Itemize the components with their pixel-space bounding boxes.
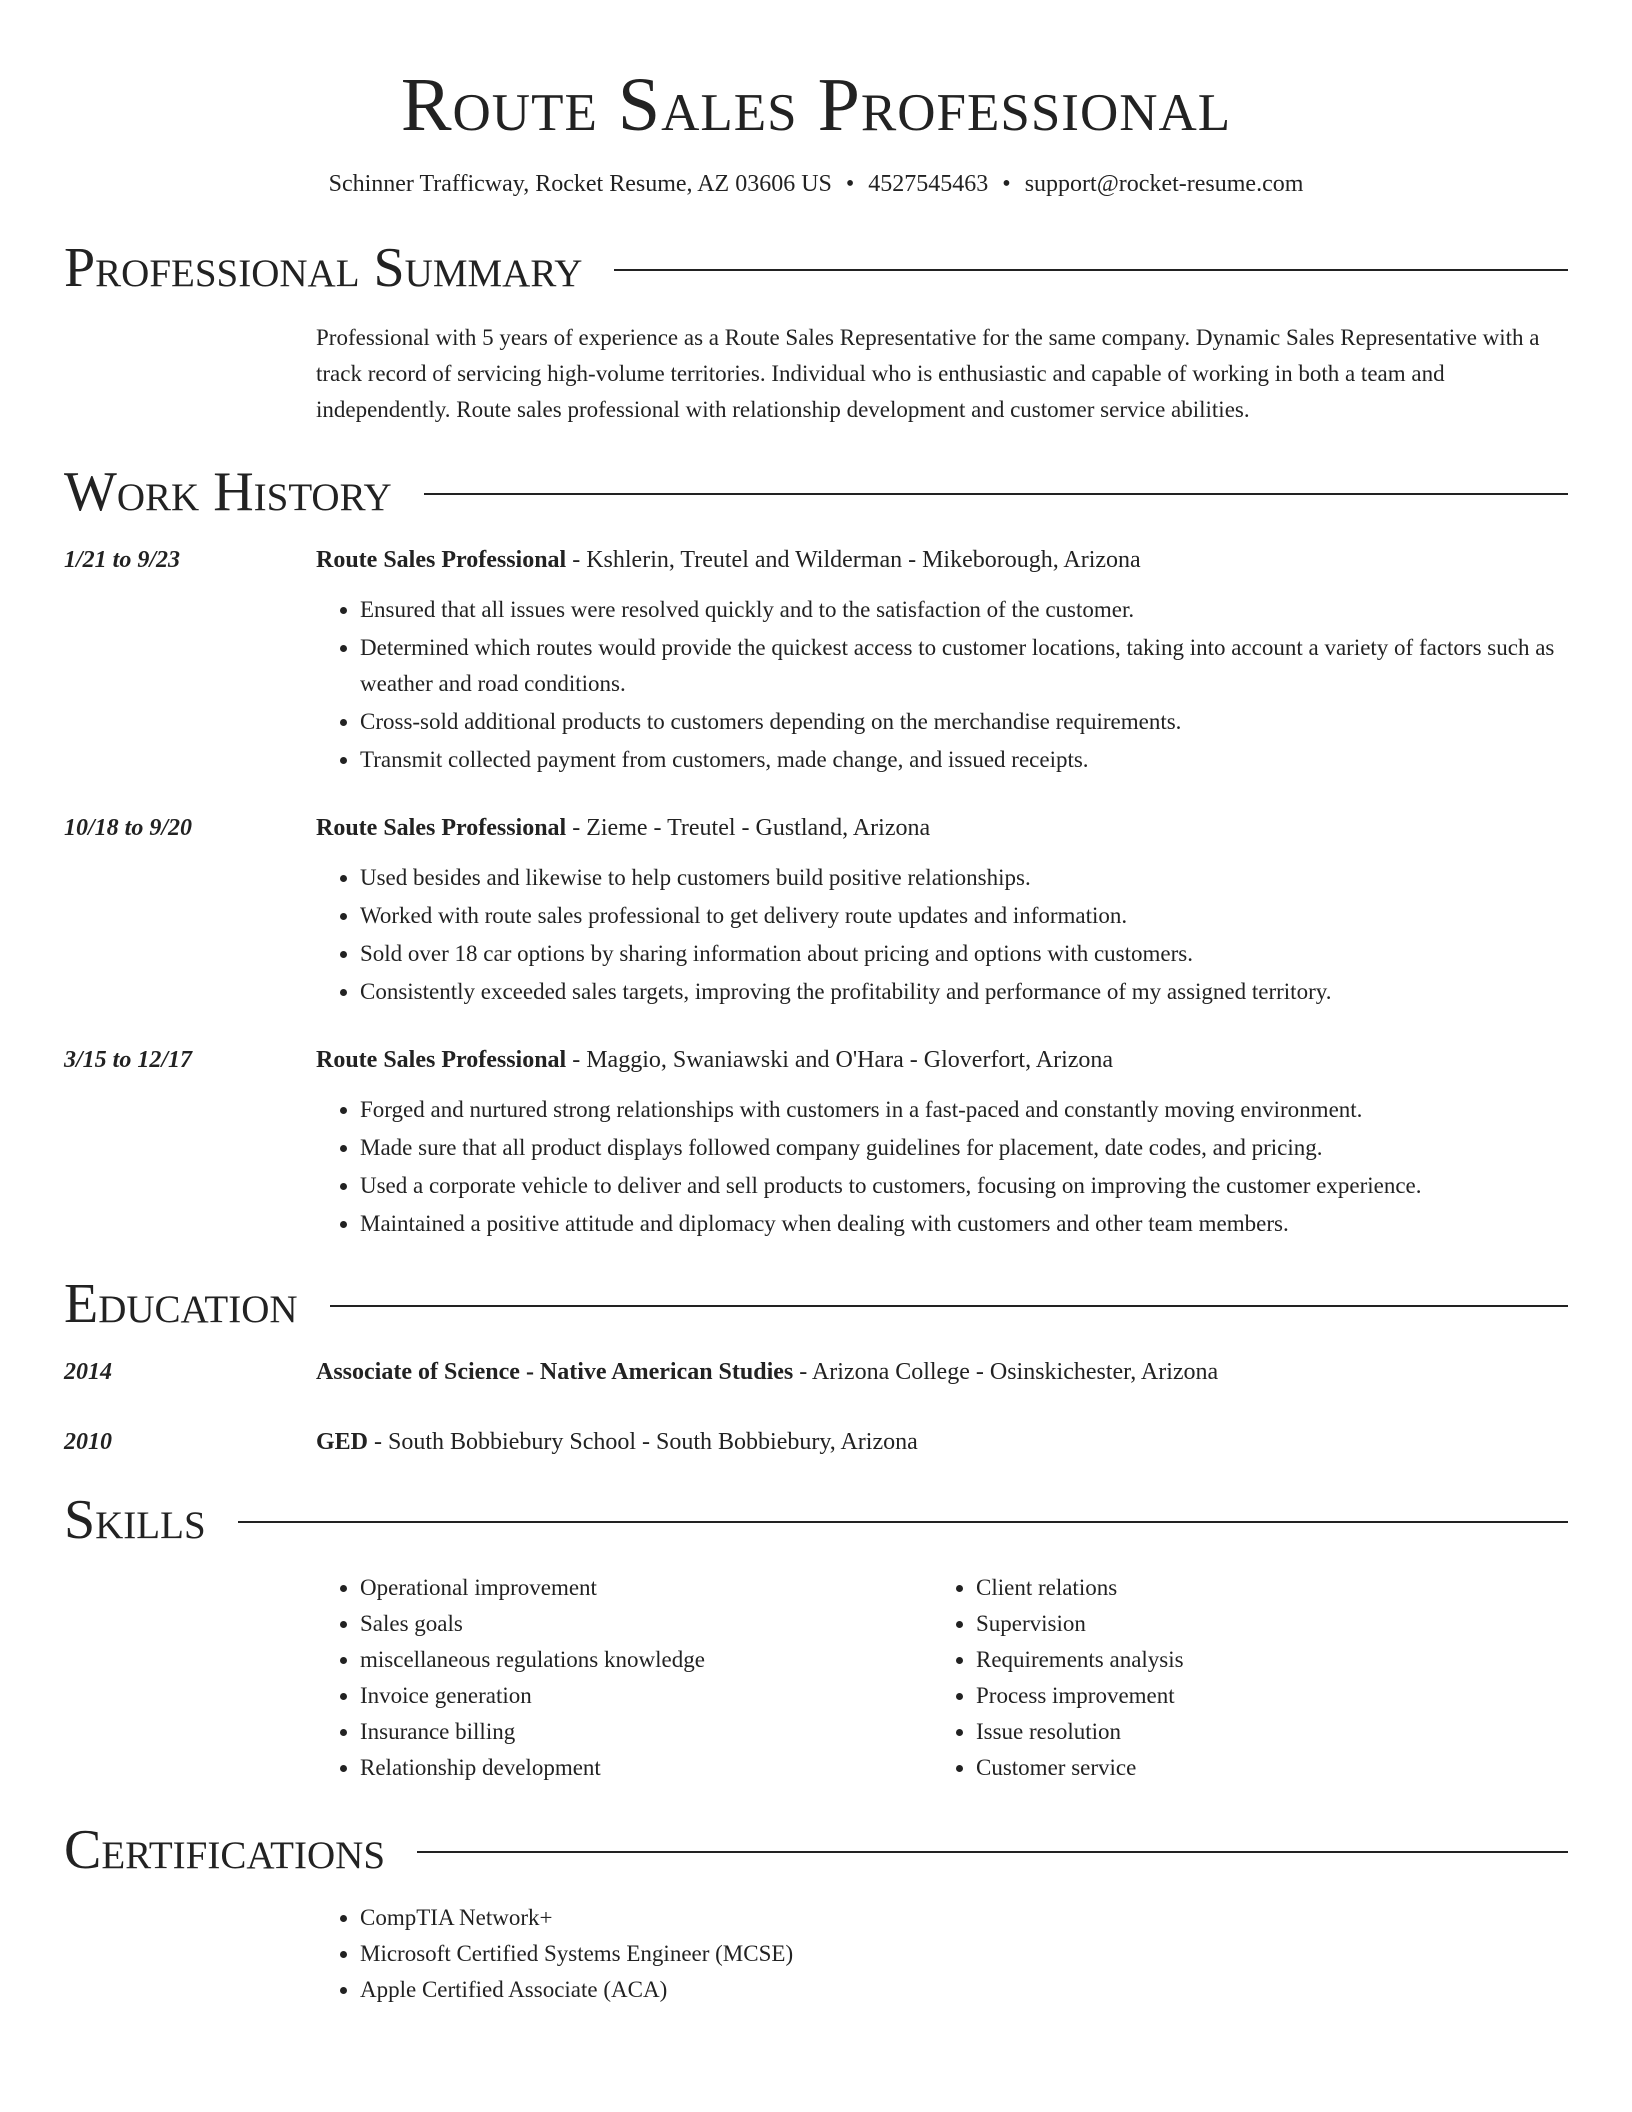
job-body (316, 810, 1568, 1012)
education-degree: GED (316, 1429, 369, 1455)
job-entry (64, 810, 1568, 1012)
skill-item: • Process improvement (976, 1678, 1548, 1714)
summary-text: Professional with 5 years of experience as a Route Sales Representative for the same company. Dynamic Sales Representative with a track record of servicing high-volume territories. Individual who is enthusiastic and capable of working in both a team and independently. Route sales professional with relationship development and customer service abilities. (316, 325, 1540, 422)
education-title (316, 1354, 1568, 1390)
job-bullet: • Cross-sold additional products to customers depending on the merchandise requirements. (360, 704, 1568, 740)
job-bullets (316, 592, 1568, 778)
job-bullet: • Made sure that all product displays followed company guidelines for placement, date codes, and pricing. (360, 1130, 1568, 1166)
job-employer: - Zieme - Treutel - Gustland, Arizona (566, 815, 931, 841)
summary-section (64, 236, 1568, 428)
certifications-list (316, 1900, 1568, 2008)
contact-address: Schinner Trafficway, Rocket Resume, AZ 03606 US (328, 171, 832, 197)
job-bullet: • Used besides and likewise to help customers build positive relationships. (360, 860, 1568, 896)
section-header (64, 1488, 1568, 1552)
job-list (64, 542, 1568, 1244)
section-header (64, 1272, 1568, 1336)
education-title (316, 1424, 1568, 1460)
job-body (316, 542, 1568, 780)
skills-list-left (316, 1570, 932, 1786)
section-title: Professional Summary (64, 237, 583, 299)
section-divider (614, 269, 1568, 271)
contact-line (64, 168, 1568, 200)
skill-item: • Requirements analysis (976, 1642, 1548, 1678)
resume-name: Route Sales Professional (400, 63, 1232, 147)
education-entry (64, 1424, 1568, 1460)
job-entry (64, 1042, 1568, 1244)
job-bullet: • Ensured that all issues were resolved quickly and to the satisfaction of the customer. (360, 592, 1568, 628)
education-section (64, 1272, 1568, 1460)
skill-item: • Supervision (976, 1606, 1548, 1642)
job-bullet: • Maintained a positive attitude and diplomacy when dealing with customers and other team members. (360, 1206, 1568, 1242)
work-history-section (64, 460, 1568, 1244)
job-body (316, 1042, 1568, 1244)
contact-phone: 4527545463 (868, 171, 989, 197)
job-bullets (316, 1092, 1568, 1242)
certification-item: • CompTIA Network+ (360, 1900, 1568, 1936)
skill-item: • Sales goals (360, 1606, 932, 1642)
job-dates: 1/21 to 9/23 (64, 547, 181, 573)
job-bullet: • Determined which routes would provide the quickest access to customer locations, taking into account a variety of factors such as weather and road conditions. (360, 630, 1568, 702)
section-divider (417, 1851, 1568, 1853)
skill-item: • Insurance billing (360, 1714, 932, 1750)
education-degree: Associate of Science - Native American Studies (316, 1359, 794, 1385)
job-role: Route Sales Professional (316, 815, 567, 841)
skills-section (64, 1488, 1568, 1786)
certification-item: • Microsoft Certified Systems Engineer (MCSE) (360, 1936, 1568, 1972)
job-bullet: • Sold over 18 car options by sharing information about pricing and options with customers. (360, 936, 1568, 972)
section-header (64, 236, 1568, 300)
section-title: Education (64, 1273, 298, 1335)
job-dates: 10/18 to 9/20 (64, 815, 193, 841)
job-bullet: • Used a corporate vehicle to deliver and sell products to customers, focusing on improving the customer experience. (360, 1168, 1568, 1204)
job-title (316, 810, 1568, 846)
education-entry (64, 1354, 1568, 1390)
section-title: Certifications (64, 1819, 386, 1881)
skill-item: • Relationship development (360, 1750, 932, 1786)
certifications-content (316, 1900, 1568, 2008)
skill-item: • Invoice generation (360, 1678, 932, 1714)
section-divider (238, 1521, 1568, 1523)
education-details: - South Bobbiebury School - South Bobbiebury, Arizona (368, 1429, 918, 1455)
section-header (64, 1818, 1568, 1882)
job-entry (64, 542, 1568, 780)
job-employer: - Maggio, Swaniawski and O'Hara - Gloverfort, Arizona (566, 1047, 1114, 1073)
job-bullets (316, 860, 1568, 1010)
job-bullet: • Forged and nurtured strong relationships with customers in a fast-paced and constantly moving environment. (360, 1092, 1568, 1128)
job-title (316, 542, 1568, 578)
skills-list-right (932, 1570, 1548, 1786)
section-title: Work History (64, 461, 392, 523)
section-divider (424, 493, 1568, 495)
certification-item: • Apple Certified Associate (ACA) (360, 1972, 1568, 2008)
skill-item: • Issue resolution (976, 1714, 1548, 1750)
job-dates: 3/15 to 12/17 (64, 1047, 193, 1073)
contact-email: support@rocket-resume.com (1024, 171, 1304, 197)
certifications-section (64, 1818, 1568, 2008)
section-divider (330, 1305, 1568, 1307)
education-year: 2014 (64, 1359, 112, 1385)
skill-item: • Operational improvement (360, 1570, 932, 1606)
job-bullet: • Worked with route sales professional to get delivery route updates and information. (360, 898, 1568, 934)
education-year: 2010 (64, 1429, 112, 1455)
job-title (316, 1042, 1568, 1078)
section-title: Skills (64, 1489, 206, 1551)
education-details: - Arizona College - Osinskichester, Arizona (793, 1359, 1219, 1385)
job-employer: - Kshlerin, Treutel and Wilderman - Mikeborough, Arizona (566, 547, 1141, 573)
skills-columns (316, 1570, 1568, 1786)
job-role: Route Sales Professional (316, 547, 567, 573)
job-bullet: • Transmit collected payment from customers, made change, and issued receipts. (360, 742, 1568, 778)
section-header (64, 460, 1568, 524)
job-role: Route Sales Professional (316, 1047, 567, 1073)
job-bullet: • Consistently exceeded sales targets, improving the profitability and performance of my assigned territory. (360, 974, 1568, 1010)
skill-item: • miscellaneous regulations knowledge (360, 1642, 932, 1678)
contact-separator: • (845, 171, 855, 197)
skill-item: • Client relations (976, 1570, 1548, 1606)
skill-item: • Customer service (976, 1750, 1548, 1786)
contact-separator: • (1002, 171, 1011, 197)
